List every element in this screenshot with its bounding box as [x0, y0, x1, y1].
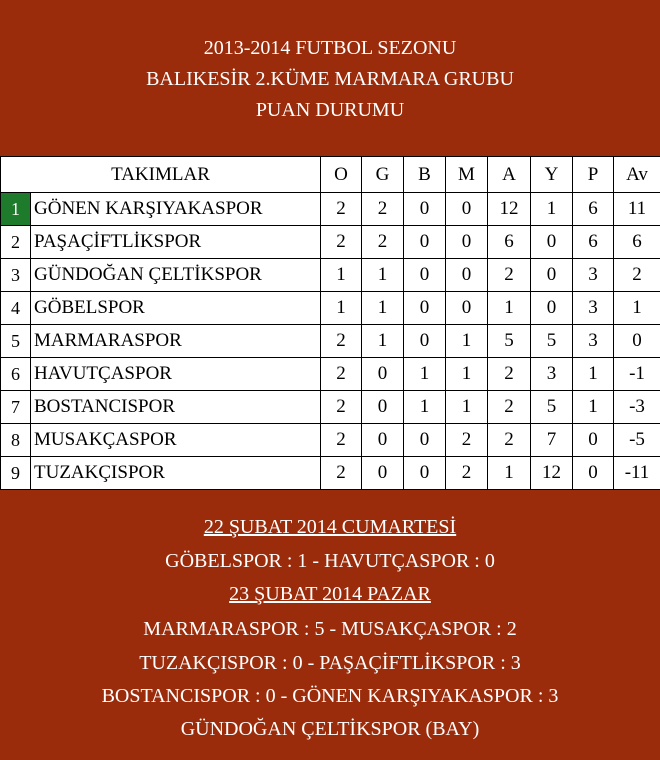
drawn-cell: 0	[404, 226, 446, 259]
goals-for-cell: 1	[488, 457, 531, 490]
header-goal-diff: Av	[614, 157, 660, 193]
rank-cell: 8	[1, 424, 31, 457]
won-cell: 2	[362, 193, 404, 226]
team-name-cell: MUSAKÇASPOR	[31, 424, 321, 457]
header-goals-for: A	[488, 157, 531, 193]
header-won: G	[362, 157, 404, 193]
played-cell: 2	[321, 193, 362, 226]
drawn-cell: 0	[404, 259, 446, 292]
team-name-cell: PAŞAÇİFTLİKSPOR	[31, 226, 321, 259]
season-title: 2013-2014 FUTBOL SEZONU	[203, 37, 457, 59]
team-name-cell: GÖBELSPOR	[31, 292, 321, 325]
league-title: BALIKESİR 2.KÜME MARMARA GRUBU	[146, 68, 514, 90]
team-name-cell: BOSTANCISPOR	[31, 391, 321, 424]
goals-against-cell: 5	[531, 391, 573, 424]
goals-for-cell: 5	[488, 325, 531, 358]
team-name-cell: GÖNEN KARŞIYAKASPOR	[31, 193, 321, 226]
points-cell: 3	[573, 259, 614, 292]
played-cell: 2	[321, 358, 362, 391]
drawn-cell: 0	[404, 292, 446, 325]
played-cell: 1	[321, 259, 362, 292]
points-cell: 3	[573, 325, 614, 358]
goal-diff-cell: 6	[614, 226, 660, 259]
lost-cell: 0	[446, 259, 488, 292]
table-row	[1, 226, 660, 259]
goal-diff-cell: -1	[614, 358, 660, 391]
fixture-result-3: TUZAKÇISPOR : 0 - PAŞAÇİFTLİKSPOR : 3	[139, 652, 521, 674]
fixture-result-2: MARMARASPOR : 5 - MUSAKÇASPOR : 2	[143, 618, 517, 640]
rank-cell: 3	[1, 259, 31, 292]
table-row	[1, 193, 660, 226]
goals-against-cell: 12	[531, 457, 573, 490]
goals-against-cell: 1	[531, 193, 573, 226]
goals-for-cell: 12	[488, 193, 531, 226]
drawn-cell: 0	[404, 325, 446, 358]
goals-for-cell: 2	[488, 424, 531, 457]
goal-diff-cell: -11	[614, 457, 660, 490]
title-block	[0, 0, 660, 156]
header-goals-against: Y	[531, 157, 573, 193]
team-name-cell: TUZAKÇISPOR	[31, 457, 321, 490]
points-cell: 1	[573, 358, 614, 391]
lost-cell: 0	[446, 292, 488, 325]
goals-against-cell: 7	[531, 424, 573, 457]
rank-cell: 6	[1, 358, 31, 391]
points-cell: 0	[573, 457, 614, 490]
table-row	[1, 259, 660, 292]
lost-cell: 0	[446, 226, 488, 259]
team-name-cell: HAVUTÇASPOR	[31, 358, 321, 391]
played-cell: 2	[321, 325, 362, 358]
table-row	[1, 292, 660, 325]
fixture-date-2: 23 ŞUBAT 2014 PAZAR	[229, 583, 431, 605]
fixture-result-4: BOSTANCISPOR : 0 - GÖNEN KARŞIYAKASPOR : 3	[101, 685, 559, 707]
played-cell: 2	[321, 424, 362, 457]
lost-cell: 1	[446, 391, 488, 424]
header-points: P	[573, 157, 614, 193]
standings-table	[0, 156, 660, 490]
goals-for-cell: 2	[488, 259, 531, 292]
header-lost: M	[446, 157, 488, 193]
fixture-bye: GÜNDOĞAN ÇELTİKSPOR (BAY)	[180, 718, 480, 740]
rank-cell: 7	[1, 391, 31, 424]
points-cell: 1	[573, 391, 614, 424]
table-row	[1, 325, 660, 358]
points-cell: 6	[573, 226, 614, 259]
won-cell: 0	[362, 358, 404, 391]
played-cell: 2	[321, 457, 362, 490]
drawn-cell: 0	[404, 457, 446, 490]
goals-for-cell: 1	[488, 292, 531, 325]
goal-diff-cell: 1	[614, 292, 660, 325]
drawn-cell: 0	[404, 193, 446, 226]
goal-diff-cell: -3	[614, 391, 660, 424]
won-cell: 2	[362, 226, 404, 259]
rank-cell: 4	[1, 292, 31, 325]
table-row	[1, 424, 660, 457]
points-cell: 0	[573, 424, 614, 457]
table-body	[1, 193, 660, 490]
rank-cell: 2	[1, 226, 31, 259]
won-cell: 0	[362, 424, 404, 457]
won-cell: 1	[362, 259, 404, 292]
goals-against-cell: 0	[531, 226, 573, 259]
fixtures-block	[0, 508, 660, 760]
goal-diff-cell: 0	[614, 325, 660, 358]
played-cell: 1	[321, 292, 362, 325]
goal-diff-cell: 2	[614, 259, 660, 292]
won-cell: 1	[362, 325, 404, 358]
lost-cell: 2	[446, 424, 488, 457]
table-header-row	[1, 157, 660, 193]
team-name-cell: MARMARASPOR	[31, 325, 321, 358]
rank-cell: 5	[1, 325, 31, 358]
drawn-cell: 1	[404, 358, 446, 391]
fixture-result-1: GÖBELSPOR : 1 - HAVUTÇASPOR : 0	[165, 550, 495, 572]
table-row	[1, 358, 660, 391]
goals-for-cell: 2	[488, 391, 531, 424]
won-cell: 0	[362, 391, 404, 424]
won-cell: 0	[362, 457, 404, 490]
goals-for-cell: 6	[488, 226, 531, 259]
team-name-cell: GÜNDOĞAN ÇELTİKSPOR	[31, 259, 321, 292]
won-cell: 1	[362, 292, 404, 325]
goals-against-cell: 3	[531, 358, 573, 391]
rank-cell: 9	[1, 457, 31, 490]
goal-diff-cell: 11	[614, 193, 660, 226]
table-row	[1, 457, 660, 490]
points-cell: 6	[573, 193, 614, 226]
lost-cell: 1	[446, 358, 488, 391]
played-cell: 2	[321, 226, 362, 259]
table-row	[1, 391, 660, 424]
header-teams: TAKIMLAR	[1, 157, 321, 193]
header-played: O	[321, 157, 362, 193]
lost-cell: 0	[446, 193, 488, 226]
goal-diff-cell: -5	[614, 424, 660, 457]
rank-cell: 1	[1, 193, 31, 226]
goals-against-cell: 0	[531, 292, 573, 325]
goals-against-cell: 0	[531, 259, 573, 292]
drawn-cell: 0	[404, 424, 446, 457]
goals-against-cell: 5	[531, 325, 573, 358]
drawn-cell: 1	[404, 391, 446, 424]
lost-cell: 1	[446, 325, 488, 358]
fixture-date-1: 22 ŞUBAT 2014 CUMARTESİ	[203, 516, 457, 538]
goals-for-cell: 2	[488, 358, 531, 391]
played-cell: 2	[321, 391, 362, 424]
lost-cell: 2	[446, 457, 488, 490]
header-drawn: B	[404, 157, 446, 193]
points-cell: 3	[573, 292, 614, 325]
standings-title: PUAN DURUMU	[255, 99, 405, 121]
